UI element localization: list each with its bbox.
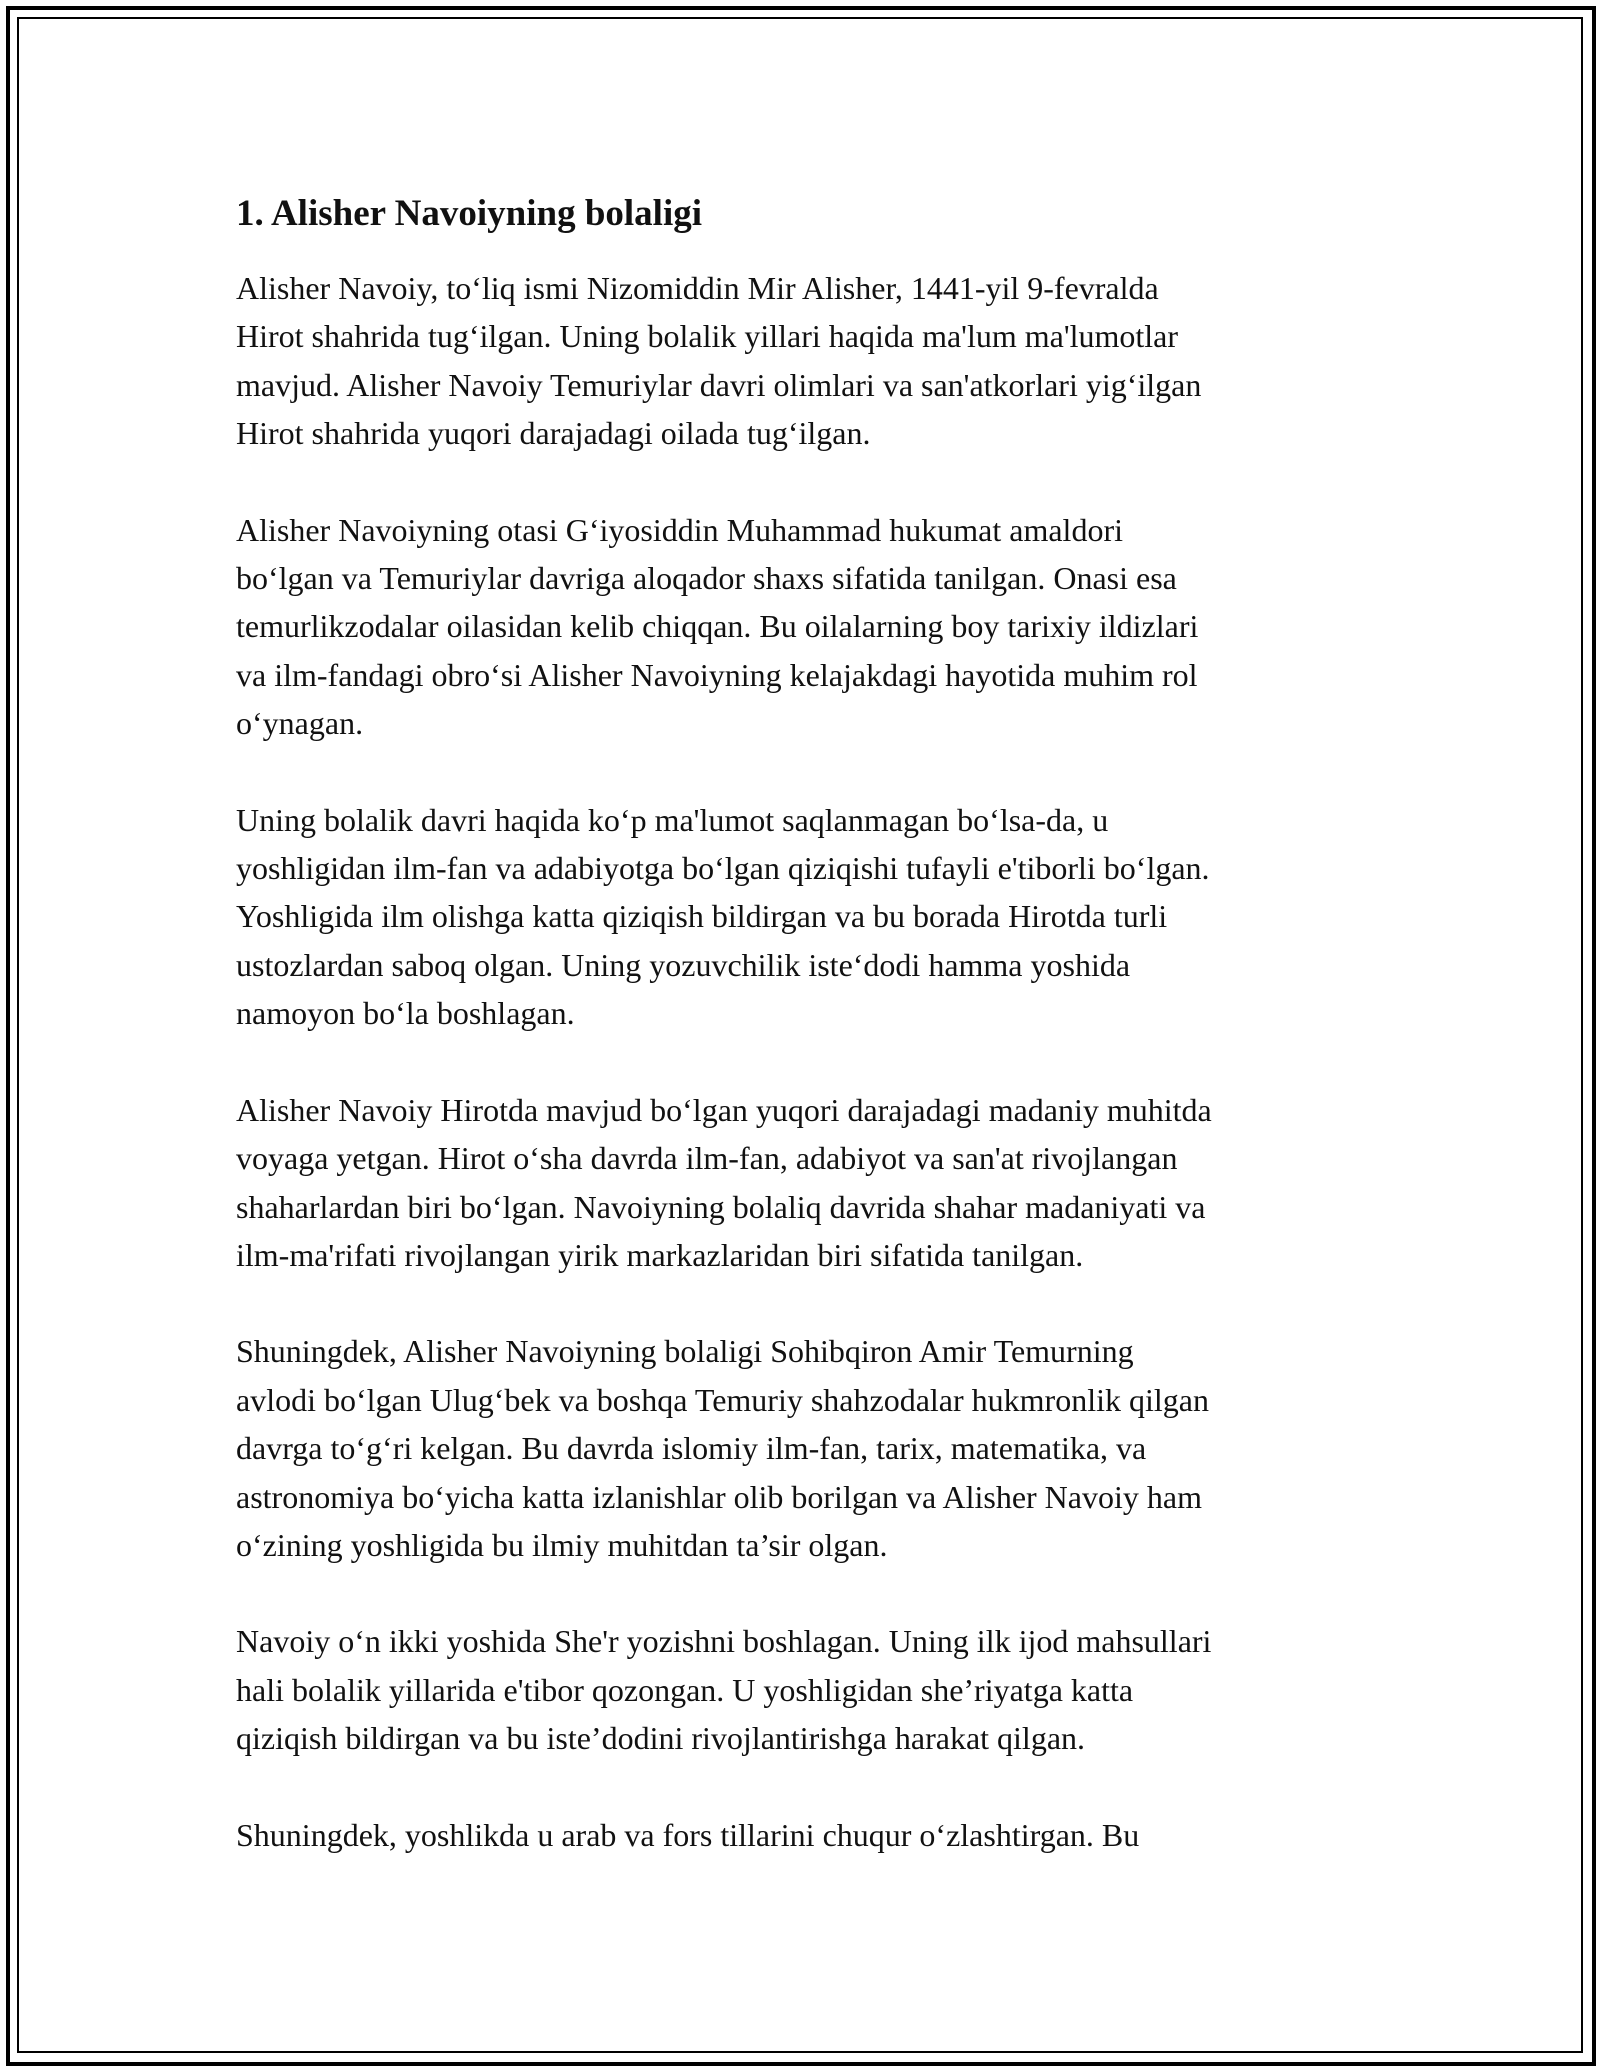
paragraph-line: va ilm-fandagi obro‘si Alisher Navoiyning kelajakdagi hayotida muhim rol <box>236 656 1198 693</box>
paragraph <box>236 1327 1386 1569</box>
paragraph-line: Navoiy o‘n ikki yoshida She'r yozishni boshlagan. Uning ilk ijod mahsullari <box>236 1623 1212 1660</box>
paragraph-line: Alisher Navoiy, to‘liq ismi Nizomiddin Mir Alisher, 1441-yil 9-fevralda <box>236 270 1159 306</box>
paragraph-line: ilm-ma'rifati rivojlangan yirik markazlaridan biri sifatida tanilgan. <box>236 1236 1084 1273</box>
paragraph-line: yoshligidan ilm-fan va adabiyotga bo‘lgan qiziqishi tufayli e'tiborli bo‘lgan. <box>236 850 1210 887</box>
paragraph-line: voyaga yetgan. Hirot o‘sha davrda ilm-fan, adabiyot va san'at rivojlangan <box>236 1140 1178 1177</box>
paragraph-line: namoyon bo‘la boshlagan. <box>236 995 575 1032</box>
paragraph-line: o‘zining yoshligida bu ilmiy muhitdan ta’sir olgan. <box>236 1526 888 1563</box>
paragraph-line: avlodi bo‘lgan Ulug‘bek va boshqa Temuriy shahzodalar hukmronlik qilgan <box>236 1381 1209 1418</box>
paragraph-line: temurlikzodalar oilasidan kelib chiqqan. Bu oilalarning boy tarixiy ildizlari <box>236 608 1199 645</box>
paragraph-line: Hirot shahrida yuqori darajadagi oilada tug‘ilgan. <box>236 415 871 452</box>
paragraph-line: Alisher Navoiy Hirotda mavjud bo‘lgan yuqori darajadagi madaniy muhitda <box>236 1091 1212 1128</box>
paragraph <box>236 796 1386 1038</box>
paragraph-line: qiziqish bildirgan va bu iste’dodini rivojlantirishga harakat qilgan. <box>236 1720 1086 1757</box>
paragraph-line: bo‘lgan va Temuriylar davriga aloqador shaxs sifatida tanilgan. Onasi esa <box>236 560 1177 597</box>
paragraph-list <box>236 264 1386 1859</box>
paragraph <box>236 264 1386 458</box>
paragraph-line: hali bolalik yillarida e'tibor qozongan. U yoshligidan she’riyatga katta <box>236 1671 1134 1708</box>
paragraph-line: Shuningdek, yoshlikda u arab va fors tillarini chuqur o‘zlashtirgan. Bu <box>236 1816 1140 1853</box>
paragraph <box>236 1086 1386 1280</box>
document-body <box>236 186 1386 1907</box>
paragraph-line: ustozlardan saboq olgan. Uning yozuvchilik iste‘dodi hamma yoshida <box>236 946 1131 983</box>
paragraph <box>236 1811 1386 1859</box>
paragraph-line: davrga to‘g‘ri kelgan. Bu davrda islomiy ilm-fan, tarix, matematika, va <box>236 1430 1147 1467</box>
paragraph-line: Shuningdek, Alisher Navoiyning bolaligi Sohibqiron Amir Temurning <box>236 1333 1134 1370</box>
section-heading: 1. Alisher Navoiyning bolaligi <box>236 193 703 234</box>
paragraph <box>236 1617 1386 1762</box>
paragraph-line: mavjud. Alisher Navoiy Temuriylar davri olimlari va san'atkorlari yig‘ilgan <box>236 366 1202 403</box>
paragraph-line: o‘ynagan. <box>236 705 364 742</box>
paragraph-line: Hirot shahrida tug‘ilgan. Uning bolalik yillari haqida ma'lum ma'lumotlar <box>236 318 1178 355</box>
paragraph-line: shaharlardan biri bo‘lgan. Navoiyning bolaliq davrida shahar madaniyati va <box>236 1188 1206 1225</box>
paragraph-line: Uning bolalik davri haqida ko‘p ma'lumot saqlanmagan bo‘lsa-da, u <box>236 801 1109 838</box>
paragraph-line: astronomiya bo‘yicha katta izlanishlar olib borilgan va Alisher Navoiy ham <box>236 1478 1202 1515</box>
paragraph <box>236 506 1386 748</box>
paragraph-line: Alisher Navoiyning otasi G‘iyosiddin Muhammad hukumat amaldori <box>236 511 1123 548</box>
paragraph-line: Yoshligida ilm olishga katta qiziqish bildirgan va bu borada Hirotda turli <box>236 898 1168 935</box>
